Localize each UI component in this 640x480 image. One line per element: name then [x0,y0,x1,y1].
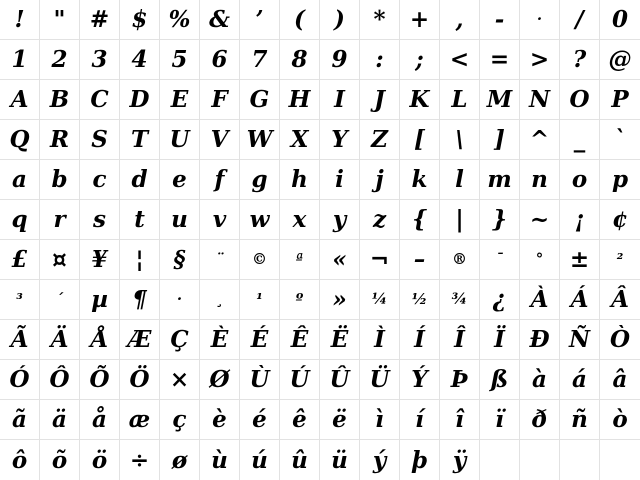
glyph-cell: Â [600,280,640,320]
glyph-cell: E [160,80,200,120]
glyph-cell: ! [0,0,40,40]
glyph-cell: ö [80,440,120,480]
glyph-cell: 6 [200,40,240,80]
glyph-cell: 7 [240,40,280,80]
glyph-cell: ¯ [480,240,520,280]
glyph-cell: æ [120,400,160,440]
glyph-cell: r [40,200,80,240]
glyph-cell: À [520,280,560,320]
glyph-cell [480,440,520,480]
glyph-cell: ª [280,240,320,280]
glyph-cell: Æ [120,320,160,360]
glyph-cell: q [0,200,40,240]
glyph-cell: ï [480,400,520,440]
glyph-cell: / [560,0,600,40]
glyph-cell [520,440,560,480]
glyph-cell: = [480,40,520,80]
glyph-cell: C [80,80,120,120]
glyph-cell: ) [320,0,360,40]
glyph-cell: M [480,80,520,120]
glyph-cell: c [80,160,120,200]
glyph-cell: Ð [520,320,560,360]
glyph-cell: ÷ [120,440,160,480]
glyph-cell: ¡ [560,200,600,240]
glyph-cell: Î [440,320,480,360]
glyph-cell: g [240,160,280,200]
glyph-cell: @ [600,40,640,80]
glyph-cell: ’ [240,0,280,40]
glyph-cell: Ó [0,360,40,400]
glyph-cell: 9 [320,40,360,80]
glyph-cell: Û [320,360,360,400]
glyph-cell: V [200,120,240,160]
glyph-cell: ¬ [360,240,400,280]
glyph-cell: Ã [0,320,40,360]
glyph-cell: z [360,200,400,240]
glyph-cell: Ñ [560,320,600,360]
glyph-cell: ` [600,120,640,160]
glyph-cell: v [200,200,240,240]
glyph-cell: ò [600,400,640,440]
glyph-cell: t [120,200,160,240]
glyph-cell: 5 [160,40,200,80]
glyph-cell: Ù [240,360,280,400]
glyph-cell: ^ [520,120,560,160]
glyph-cell: + [400,0,440,40]
glyph-cell: Ü [360,360,400,400]
glyph-cell: å [80,400,120,440]
glyph-cell: a [0,160,40,200]
glyph-cell: Q [0,120,40,160]
glyph-cell: ± [560,240,600,280]
glyph-cell: > [520,40,560,80]
glyph-cell: ( [280,0,320,40]
glyph-cell: ß [480,360,520,400]
glyph-cell: Á [560,280,600,320]
glyph-cell: ½ [400,280,440,320]
glyph-cell: 3 [80,40,120,80]
glyph-cell: 1 [0,40,40,80]
glyph-cell: X [280,120,320,160]
glyph-cell: Ú [280,360,320,400]
glyph-cell: e [160,160,200,200]
glyph-cell: o [560,160,600,200]
glyph-cell: Ò [600,320,640,360]
glyph-cell: Ä [40,320,80,360]
glyph-cell: è [200,400,240,440]
glyph-cell [600,440,640,480]
glyph-cell: x [280,200,320,240]
glyph-cell: [ [400,120,440,160]
glyph-cell: Ç [160,320,200,360]
glyph-cell: £ [0,240,40,280]
glyph-cell: · [520,0,560,40]
glyph-cell: ë [320,400,360,440]
glyph-cell: U [160,120,200,160]
glyph-cell: þ [400,440,440,480]
glyph-cell: H [280,80,320,120]
glyph-cell: – [400,240,440,280]
glyph-cell: A [0,80,40,120]
glyph-cell: î [440,400,480,440]
glyph-cell: ´ [40,280,80,320]
glyph-cell: º [280,280,320,320]
glyph-cell: I [320,80,360,120]
glyph-cell: % [160,0,200,40]
glyph-cell: é [240,400,280,440]
glyph-cell: : [360,40,400,80]
glyph-cell: f [200,160,240,200]
glyph-cell: ¼ [360,280,400,320]
glyph-cell: < [440,40,480,80]
glyph-cell: ? [560,40,600,80]
glyph-cell: ç [160,400,200,440]
glyph-cell: P [600,80,640,120]
glyph-cell: ä [40,400,80,440]
glyph-cell: ø [160,440,200,480]
glyph-cell: N [520,80,560,120]
glyph-cell: ê [280,400,320,440]
glyph-cell: j [360,160,400,200]
glyph-cell: s [80,200,120,240]
glyph-cell: R [40,120,80,160]
glyph-cell: à [520,360,560,400]
glyph-cell: k [400,160,440,200]
glyph-cell: » [320,280,360,320]
glyph-cell: ~ [520,200,560,240]
glyph-cell: Ë [320,320,360,360]
glyph-cell: { [400,200,440,240]
glyph-cell: l [440,160,480,200]
glyph-cell: b [40,160,80,200]
glyph-cell: ¶ [120,280,160,320]
glyph-cell: µ [80,280,120,320]
glyph-cell: û [280,440,320,480]
glyph-cell: _ [560,120,600,160]
glyph-cell: 2 [40,40,80,80]
glyph-cell: i [320,160,360,200]
glyph-cell: ù [200,440,240,480]
glyph-cell: È [200,320,240,360]
glyph-cell: Ý [400,360,440,400]
glyph-cell: Ö [120,360,160,400]
glyph-cell: ; [400,40,440,80]
glyph-cell: © [240,240,280,280]
glyph-cell: ¾ [440,280,480,320]
glyph-cell: W [240,120,280,160]
glyph-cell: Y [320,120,360,160]
glyph-cell: ã [0,400,40,440]
glyph-cell: * [360,0,400,40]
glyph-cell: 4 [120,40,160,80]
glyph-cell: y [320,200,360,240]
glyph-cell: í [400,400,440,440]
glyph-cell: - [480,0,520,40]
glyph-cell: · [160,280,200,320]
glyph-cell: § [160,240,200,280]
glyph-cell: 8 [280,40,320,80]
glyph-cell: ² [600,240,640,280]
glyph-cell: « [320,240,360,280]
glyph-cell: ¥ [80,240,120,280]
glyph-cell: n [520,160,560,200]
glyph-cell: J [360,80,400,120]
glyph-cell: Ì [360,320,400,360]
glyph-cell: K [400,80,440,120]
glyph-cell: , [440,0,480,40]
glyph-cell: T [120,120,160,160]
glyph-cell: # [80,0,120,40]
glyph-cell: ¢ [600,200,640,240]
glyph-cell: Õ [80,360,120,400]
glyph-cell [560,440,600,480]
glyph-cell: ð [520,400,560,440]
glyph-cell: u [160,200,200,240]
glyph-cell: Þ [440,360,480,400]
glyph-cell: ü [320,440,360,480]
glyph-cell: × [160,360,200,400]
glyph-cell: ô [0,440,40,480]
glyph-cell: Ï [480,320,520,360]
glyph-cell: ú [240,440,280,480]
glyph-cell: " [40,0,80,40]
glyph-cell: ° [520,240,560,280]
glyph-cell: p [600,160,640,200]
glyph-cell: á [560,360,600,400]
glyph-cell: \ [440,120,480,160]
glyph-cell: ¿ [480,280,520,320]
glyph-cell: | [440,200,480,240]
glyph-cell: $ [120,0,160,40]
glyph-cell: F [200,80,240,120]
glyph-cell: ý [360,440,400,480]
glyph-cell: ÿ [440,440,480,480]
glyph-cell: h [280,160,320,200]
glyph-cell: ¹ [240,280,280,320]
glyph-cell: ¨ [200,240,240,280]
glyph-cell: B [40,80,80,120]
glyph-cell: ] [480,120,520,160]
glyph-cell: Ø [200,360,240,400]
glyph-cell: O [560,80,600,120]
glyph-cell: â [600,360,640,400]
glyph-cell: Í [400,320,440,360]
glyph-cell: ³ [0,280,40,320]
glyph-cell: ¦ [120,240,160,280]
glyph-cell: m [480,160,520,200]
glyph-cell: & [200,0,240,40]
glyph-cell: ¸ [200,280,240,320]
glyph-cell: ® [440,240,480,280]
glyph-cell: } [480,200,520,240]
glyph-cell: Ê [280,320,320,360]
glyph-cell: d [120,160,160,200]
glyph-cell: õ [40,440,80,480]
glyph-cell: L [440,80,480,120]
glyph-cell: Z [360,120,400,160]
glyph-cell: w [240,200,280,240]
glyph-cell: 0 [600,0,640,40]
glyph-cell: ¤ [40,240,80,280]
glyph-cell: G [240,80,280,120]
glyph-cell: Å [80,320,120,360]
glyph-cell: É [240,320,280,360]
glyph-cell: D [120,80,160,120]
glyph-cell: ñ [560,400,600,440]
glyph-cell: Ô [40,360,80,400]
glyph-cell: S [80,120,120,160]
glyph-cell: ì [360,400,400,440]
